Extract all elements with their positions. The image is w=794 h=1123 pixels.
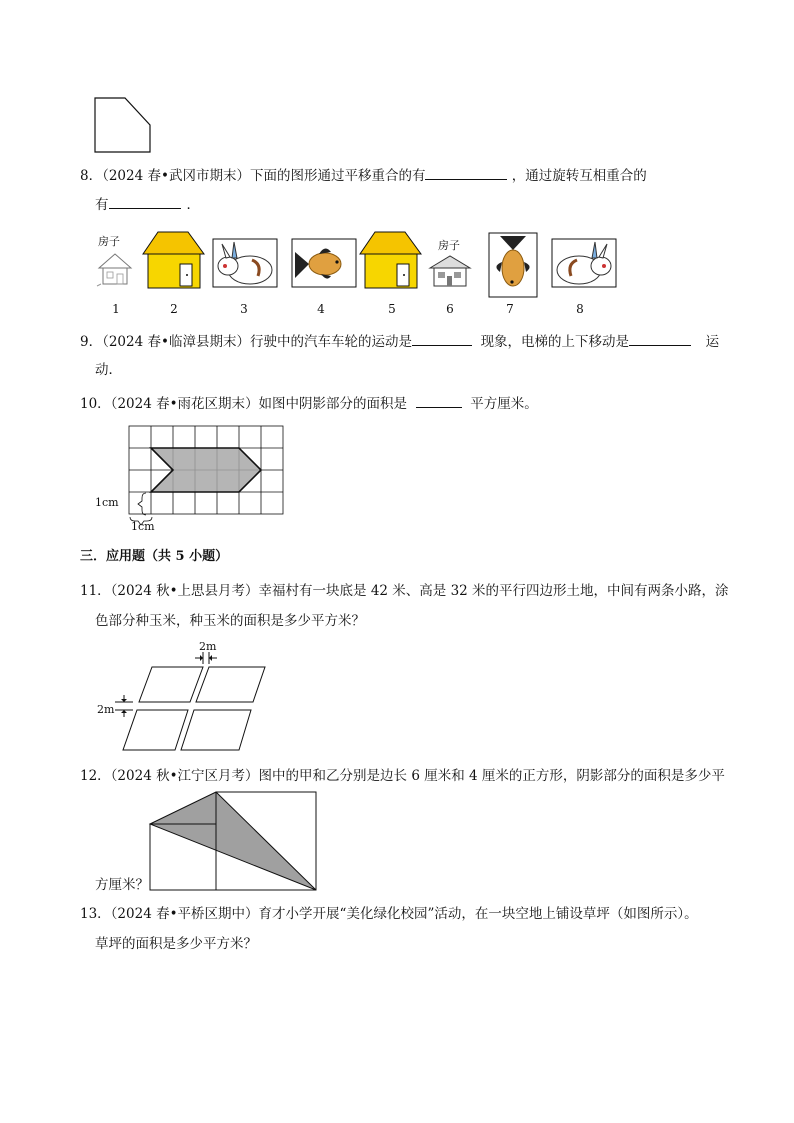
q11-line1: 11．（2024 秋•上思县月考）幸福村有一块底是 42 米、高是 32 米的平行四边形土地，中间有两条小路，涂: [80, 583, 729, 599]
q8-line2: 有 ．: [95, 194, 200, 214]
q8-blank-translation[interactable]: [425, 165, 507, 180]
q10-grid-figure: [128, 425, 288, 535]
rabbit-icon-3: [212, 238, 278, 288]
yellow-house-icon-5: [361, 230, 423, 290]
q10-source: 2024 春•雨花区期末: [117, 396, 246, 412]
house-label-1: 房子: [98, 235, 120, 248]
yellow-house-icon-2: [144, 230, 206, 290]
q9-blank-1[interactable]: [412, 331, 472, 346]
goldfish-rotated-icon-7: [488, 232, 538, 298]
q10-label-horizontal: 1cm: [131, 520, 155, 533]
q9-source: 2024 春•临漳县期末: [108, 334, 237, 350]
q9-line1: 9．（2024 春•临漳县期末）行驶中的汽车车轮的运动是 现象，电梯的上下移动是 运: [80, 331, 719, 351]
figure-number-3: 3: [240, 302, 248, 316]
q13-line2: 草坪的面积是多少平方米？: [95, 936, 257, 952]
goldfish-icon-4: [291, 238, 357, 288]
figure-number-1: 1: [112, 302, 120, 316]
q11-road-left-label: 2m: [97, 703, 115, 716]
q8-blank-rotation[interactable]: [109, 194, 181, 209]
figure-number-2: 2: [170, 302, 178, 316]
q10-line1: 10．（2024 春•雨花区期末）如图中阴影部分的面积是 平方厘米。: [80, 393, 538, 413]
q10-blank[interactable]: [416, 393, 462, 408]
q11-line2: 色部分种玉米，种玉米的面积是多少平方米？: [95, 613, 365, 629]
q11-road-top-label: 2m: [199, 640, 217, 653]
q9-line2: 动．: [95, 362, 122, 378]
sketch-house-icon: [95, 250, 135, 286]
q8-source: 2024 春•武冈市期末: [108, 168, 237, 184]
q11-parallelogram-figure: [95, 640, 275, 755]
q12-line1: 12．（2024 秋•江宁区月考）图中的甲和乙分别是边长 6 厘米和 4 厘米的正方形，阴影部分的面积是多少平: [80, 768, 725, 784]
figure-number-7: 7: [506, 302, 514, 316]
q9-blank-2[interactable]: [629, 331, 691, 346]
cut-corner-square-figure: [90, 95, 155, 155]
q13-line1: 13．（2024 春•平桥区期中）育才小学开展“美化绿化校园”活动，在一块空地上铺设草坪（如图所示）。: [80, 906, 698, 922]
q12-squares-figure: [148, 790, 320, 892]
rabbit-icon-8: [551, 238, 617, 288]
figure-number-5: 5: [388, 302, 396, 316]
q10-label-vertical: 1cm: [95, 496, 119, 509]
house-icon-6: [428, 252, 472, 288]
q12-line2: 方厘米？: [95, 877, 149, 893]
q12-shaded-triangle: [150, 792, 316, 890]
figure-number-6: 6: [446, 302, 454, 316]
q8-line1: 8．（2024 春•武冈市期末）下面的图形通过平移重合的有 ，通过旋转互相重合的: [80, 165, 647, 185]
figure-number-4: 4: [317, 302, 325, 316]
figure-number-8: 8: [576, 302, 584, 316]
house-label-6: 房子: [438, 239, 460, 252]
section-3-title: 三．应用题（共 5 小题）: [80, 549, 229, 564]
